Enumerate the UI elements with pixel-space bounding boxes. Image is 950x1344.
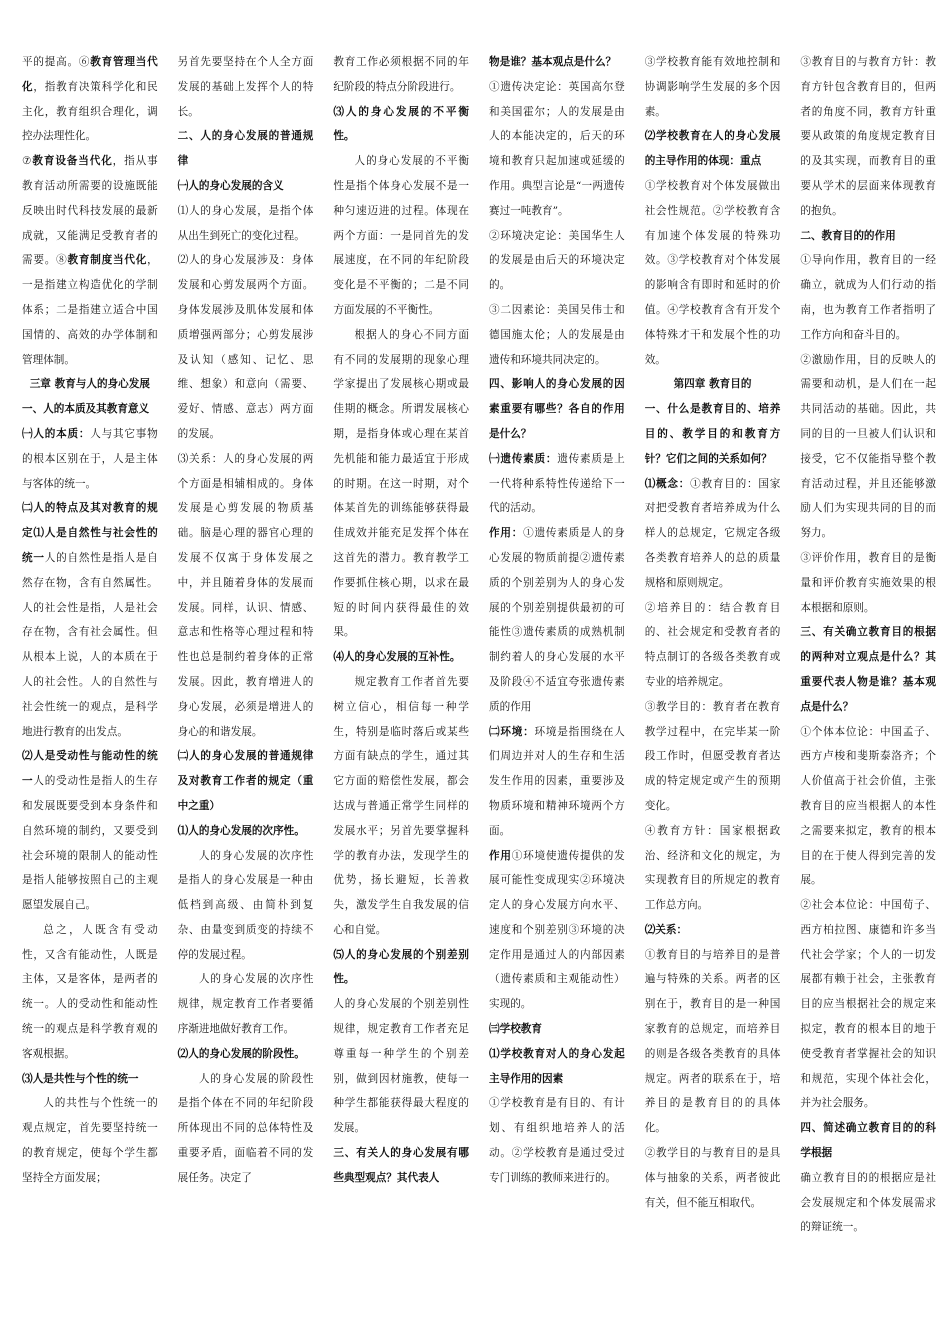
bold-text-run: 教育设备当代化 [32, 155, 113, 168]
text-column-4 [489, 50, 625, 1240]
text-run: ⑵人的身心发展涉及：身体发展和心剪发展两个方面。身体发展涉及肌体发展和体质增强两部分；心剪发展涉及认知（感知、记忆、思维、想象）和意向（需要、爱好、情感、意志）两方面的发展。 [177, 254, 314, 440]
text-column-3 [333, 50, 469, 1240]
bold-text-run: 一、什么是教育目的、培养目的、教学目的和教育方针？它们之间的关系如何？ [644, 403, 781, 465]
bold-text-run: ⑵学校教育在人的身心发展的主导作用的体现：重点 [644, 130, 781, 168]
paragraph [333, 100, 469, 150]
bold-text-run: ⑴人的身心发展的次序性。 [177, 824, 305, 837]
bold-text-run: ㈢学校教育 [489, 1023, 542, 1036]
text-column-2 [178, 50, 314, 1240]
bold-text-run: ⑴概念： [644, 477, 691, 490]
bold-text-run: 一、人的本质及其教育意义 [22, 403, 150, 416]
bold-text-run: ⑴学校教育对人的身心发起主导作用的因素 [489, 1047, 625, 1085]
text-column-5 [645, 50, 781, 1240]
text-run: ①学校教育对个体发展做出社会性规范。②学校教育含有加速个体发展的特殊功效。③学校教育对个体发展的影响含有即时和延时的价值。④学校教育含有开发个体特殊才干和发展个性的功效。 [644, 179, 781, 366]
bold-text-run: ⑷人的身心发展的互补性。 [333, 651, 461, 664]
paragraph [489, 521, 625, 719]
paragraph [178, 1067, 314, 1191]
text-run: ②社会本位论：中国荀子、西方柏拉图、康德和许多当代社会学家；个人的一切发展都有赖于社会，主张教育目的应当根据社会的规定来拟定，教育的根本目的地于使受教育者掌握社会的知识和规范，实现个体社会化，并为社会服务。 [800, 899, 937, 1110]
bold-text-run: 教育制度当代化 [67, 254, 148, 267]
paragraph [800, 620, 936, 719]
paragraph [22, 1091, 158, 1190]
bold-text-run: ㈡环境： [489, 725, 535, 738]
paragraph [489, 50, 625, 75]
text-run: ①教育目的与培养目的是普遍与特殊的关系。两者的区别在于，教育目的是一种国家教育的总规定，而培养目的则是各级各类教育的具体规定。两者的联系在于，培养目的是教育目的的具体化。 [644, 948, 781, 1135]
bold-text-run: ⑵关系： [644, 923, 688, 936]
paragraph [800, 546, 936, 620]
paragraph [22, 372, 158, 397]
paragraph [178, 248, 314, 446]
text-run: ①环境使遗传提供的发展可能性变成现实②环境决定人的身心发展方向水平、速度和个别差别③环境的决定作用是通过人的内部因素（遗传素质和主观能动性）实现的。 [489, 849, 625, 1011]
paragraph [489, 1017, 625, 1042]
paragraph [489, 372, 625, 446]
text-run: 人的身心发展的次序性是指人的身心发展是一种由低档到高级、由简朴到复杂、由量变到质变的持续不停的发展过程。 [177, 849, 314, 961]
text-run: ⑴人的身心发展，是指个体从出生到死亡的变化过程。 [177, 204, 314, 242]
text-run: 另首先要坚持在个人全方面发展的基础上发挥个人的特长。 [177, 56, 314, 118]
text-run: 根据人的身心不同方面有不同的发展期的现象心理学家提出了发展核心期或最佳期的概念。所谓发展核心期，是指身体或心理在某首先机能和能力最适宜于形成的时期。在这一时期，对个体某首先的训练能够获得最佳成效并能充足发挥个体在这首先的潜力。教育教学工作要抓住核心期，以求在最短的时间内获得最佳的效果。 [333, 328, 470, 639]
text-run: ，指教育决策科学化和民主化，教育组织合理化，调控办法理性化。 [22, 80, 158, 143]
paragraph [645, 819, 781, 918]
paragraph [489, 844, 625, 1018]
paragraph [800, 893, 936, 1116]
text-run: ③学校教育能有效地控制和协调影响学生发展的多个因素。 [644, 56, 781, 118]
paragraph [800, 348, 936, 546]
text-run: ③教学目的：教育者在教育教学过程中，在完毕某一阶段工作时，但愿受教育者达成的特定规定或产生的预期变化。 [644, 700, 781, 812]
text-run: 人的共性与个性统一的观点规定，首先要坚持统一的教育规定，使每个学生都坚持全方面发展； [22, 1097, 158, 1184]
text-run: 规定教育工作者首先要树立信心，相信每一种学生，特别是临时落后或某些方面有缺点的学生，通过其它方面的赔偿性发展，都会达成与普通正常学生同样的发展水平；另首先要掌握科学的教育办法，发现学生的优势，扬长避短，长善救失，激发学生自我发展的信心和自觉。 [333, 675, 470, 936]
text-run: 遗传素质是上一代将种系特性传递给下一代的活动。 [489, 452, 625, 515]
text-run: ④教育方针：国家根据政治、经济和文化的规定，为实现教育目的所规定的教育工作总方向。 [644, 824, 781, 912]
paragraph [22, 422, 158, 496]
text-run: ③评价作用，教育目的是衡量和评价教育实施效果的根本根据和原则。 [800, 551, 937, 614]
bold-text-run: ⑵人是受动性与能动性的统一 [22, 750, 158, 788]
text-run: 人的身心发展的阶段性是指个体在不同的年纪阶段所体现出不同的总体特性及重要矛盾，面临着不同的发展任务。决定了 [177, 1072, 314, 1184]
paragraph [489, 720, 625, 844]
paragraph [178, 447, 314, 745]
paragraph [489, 75, 625, 224]
bold-text-run: 第四章 教育目的 [673, 378, 752, 391]
text-run: ②环境决定论：美国华生人的发展是由后天的环境决定的。 [489, 229, 625, 292]
paragraph [800, 50, 936, 224]
paragraph [22, 397, 158, 422]
text-run: 教育工作必须根据不同的年纪阶段的特点分阶段进行。 [333, 56, 470, 93]
text-run: ③教育目的与教育方针：教育方针包含教育目的，但两者的角度不同，教育方针重要从政策的角度规定教育目的及其实现，而教育目的重要从学术的层面来体现教育的抱负。 [800, 56, 937, 217]
text-run: ②培养目的：结合教育目的、社会规定和受教育者的特点制订的各级各类教育或专业的培养规定。 [644, 601, 781, 688]
text-run: ①遗传素质是人的身心发展的物质前提②遗传素质的个别差别为人的身心发展的个别差别提供最初的可能性③遗传素质的成熟机制制约着人的身心发展的水平及阶段④不适宜夸张遗传素质的作用 [489, 527, 625, 713]
bold-text-run: 四、影响人的身心发展的因素重要有哪些？各自的作用是什么？ [489, 378, 625, 440]
bold-text-run: 二、教育目的的作用 [800, 229, 896, 242]
paragraph [333, 323, 469, 645]
paragraph [178, 967, 314, 1041]
paragraph [333, 50, 469, 100]
text-run: ⑦ [22, 155, 33, 168]
bold-text-run: 三、有关确立教育目的根据的两种对立观点是什么？其重要代表人物是谁？基本观点是什么？ [800, 626, 937, 713]
bold-text-run: 二、人的身心发展的普通规律 [177, 130, 314, 168]
text-run: ①个体本位论：中国孟子、西方卢梭和斐斯泰洛齐；个人价值高于社会价值，主张教育目的应当根据人的本性之需要来拟定，教育的根本目的在于使人得到完善的发展。 [800, 725, 937, 887]
bold-text-run: 教育管理当代化 [22, 56, 158, 93]
text-run: ，一是指建立构造优化的学制体系；二是指建立适合中国国情的、高效的办学体制和管理体制。 [22, 254, 158, 366]
bold-text-run: 四、简述确立教育目的的科学根据 [800, 1122, 937, 1160]
text-run: 平的提高。⑥ [22, 56, 91, 68]
bold-text-run: 作用 [489, 849, 512, 862]
text-run: ②激励作用，目的反映人的需要和动机，是人们在一起共同活动的基础。因此，共同的目的一旦被人们认识和接受，它不仅能指导整个教育活动过程，并且还能够激励人们为实现共同的目的而努力。 [800, 353, 937, 540]
paragraph [645, 50, 781, 124]
paragraph [489, 1042, 625, 1092]
text-run: ①遗传决定论：英国高尔登和美国霍尔；人的发展是由人的本能决定的，后天的环境和教育只起加速或延缓的作用。典型言论是“一两遗传赛过一吨教育”。 [489, 80, 625, 217]
paragraph [333, 1141, 469, 1191]
paragraph [178, 50, 314, 124]
paragraph [645, 695, 781, 819]
paragraph [178, 844, 314, 968]
paragraph [22, 918, 158, 1067]
bold-text-run: ⑶人的身心发展的不平衡性。 [333, 105, 470, 143]
text-column-6 [800, 50, 936, 1240]
paragraph [22, 1067, 158, 1092]
bold-text-run: ㈠遗传素质： [489, 452, 558, 465]
paragraph [645, 918, 781, 943]
bold-text-run: ⑵人的身心发展的阶段性。 [177, 1047, 305, 1060]
paragraph [178, 199, 314, 249]
paragraph [22, 50, 158, 149]
text-run: 人的受动性是指人的生存和发展既要受到本身条件和自然环境的制约，又要受到社会环境的限制人的能动性是指人能够按照自己的主观愿望发展自己。 [22, 775, 158, 912]
paragraph [178, 174, 314, 199]
paragraph [333, 149, 469, 323]
paragraph [178, 124, 314, 174]
paragraph [800, 1116, 936, 1166]
bold-text-run: 三章 教育与人的身心发展 [29, 378, 150, 391]
text-run: 人的身心发展的个别差别性规律，规定教育工作者充足尊重每一种学生的个别差别，做到因材施教，使每一种学生都能获得最大程度的发展。 [333, 998, 470, 1135]
text-run: ⑶关系：人的身心发展的两个方面是相辅相成的。身体发展是心剪发展的物质基础。脑是心理的器官心理的发展不仅寓于身体发展之中，并且随着身体的发展而发展。同样，认识、情感、意志和性格等心理过程和特性也总是制约着身体的正常发展。因此，教育增进人的身心发展，必须是增进人的身心的和谐发展。 [177, 452, 314, 738]
bold-text-run: ㈡人的身心发展的普通规律及对教育工作者的规定（重中之重） [177, 750, 314, 812]
text-run: ②教学目的与教育目的是具体与抽象的关系，两者彼此有关，但不能互相取代。 [644, 1147, 781, 1209]
bold-text-run: 作用： [489, 527, 524, 540]
column-container [22, 50, 936, 1240]
paragraph [333, 670, 469, 943]
text-run: ①教育目的：国家对把受教育者培养成为什么样人的总规定，它规定各级各类教育培养人的总的质量规格和原则规定。 [644, 477, 781, 589]
text-run: 环境是指围绕在人们周边并对人的生存和生活发生作用的因素，重要涉及物质环境和精神环境两个方面。 [489, 725, 625, 837]
paragraph [489, 1091, 625, 1190]
bold-text-run: ㈠人的身心发展的含义 [177, 179, 284, 192]
paragraph [645, 174, 781, 372]
paragraph [645, 596, 781, 695]
paragraph [178, 1042, 314, 1067]
text-column-1 [22, 50, 158, 1240]
paragraph [645, 943, 781, 1141]
text-run: 人与其它事物的根本区别在于，人是主体与客体的统一。 [22, 427, 158, 490]
paragraph [178, 744, 314, 818]
bold-text-run: ⑶人是共性与个性的统一 [22, 1072, 139, 1085]
bold-text-run: ⑸人的身心发展的个别差别性。 [333, 948, 470, 986]
paragraph [22, 496, 158, 744]
paragraph [800, 248, 936, 347]
paragraph [645, 124, 781, 174]
text-run: ，指从事教育活动所需要的设施既能反映出时代科技发展的最新成就，又能满足受教育者的需要。⑧ [22, 155, 158, 267]
text-run: ③二因素论：美国吴伟士和德国施太伦；人的发展是由遗传和环境共同决定的。 [489, 303, 625, 366]
paragraph [178, 819, 314, 844]
paragraph [333, 943, 469, 993]
paragraph [489, 298, 625, 372]
bold-text-run: 三、有关人的身心发展有哪些典型观点？其代表人 [333, 1147, 470, 1184]
text-run: 人的自然性是指人是自然存在物，含有自然属性。人的社会性是指，人是社会存在物，含有社会属性。但从根本上说，人的本质在于人的社会性。人的自然性与社会性统一的观点，是科学地进行教育的出发点。 [22, 551, 158, 738]
paragraph [489, 447, 625, 521]
paragraph [800, 1166, 936, 1240]
paragraph [333, 645, 469, 670]
paragraph [22, 744, 158, 918]
paragraph [645, 472, 781, 596]
paragraph [489, 224, 625, 298]
bold-text-run: ㈡人的特点及其对教育的规定⑴人是自然性与社会性的统一 [22, 502, 158, 564]
paragraph [645, 397, 781, 471]
paragraph [645, 1141, 781, 1215]
paragraph [22, 149, 158, 372]
text-run: 人的身心发展的次序性规律，规定教育工作者要循序渐进地做好教育工作。 [177, 973, 314, 1036]
text-run: 总之，人既含有受动性，又含有能动性，人既是主体，又是客体，是两者的统一。人的受动性和能动性统一的观点是科学教育观的客观根据。 [22, 923, 158, 1060]
paragraph [800, 224, 936, 249]
paragraph [333, 992, 469, 1141]
text-run: ①导向作用，教育目的一经确立，就成为人们行动的指南，也为教育工作者指明了工作方向和奋斗目的。 [800, 254, 937, 341]
bold-text-run: ㈠人的本质： [22, 427, 91, 440]
bold-text-run: 物是谁？基本观点是什么？ [489, 56, 617, 68]
text-run: ①学校教育是有目的、有计划、有组织地培养人的活动。②学校教育是通过受过专门训练的教师来进行的。 [489, 1097, 625, 1184]
paragraph [645, 372, 781, 397]
paragraph [800, 720, 936, 894]
text-run: 人的身心发展的不平衡性是指个体身心发展不是一种匀速迈进的过程。体现在两个方面：一是同首先的发展速度，在不同的年纪阶段变化是不平衡的；二是不同方面发展的不平衡性。 [333, 155, 470, 316]
text-run: 确立教育目的的根据应是社会发展规定和个体发展需求的辩证统一。 [800, 1171, 937, 1234]
